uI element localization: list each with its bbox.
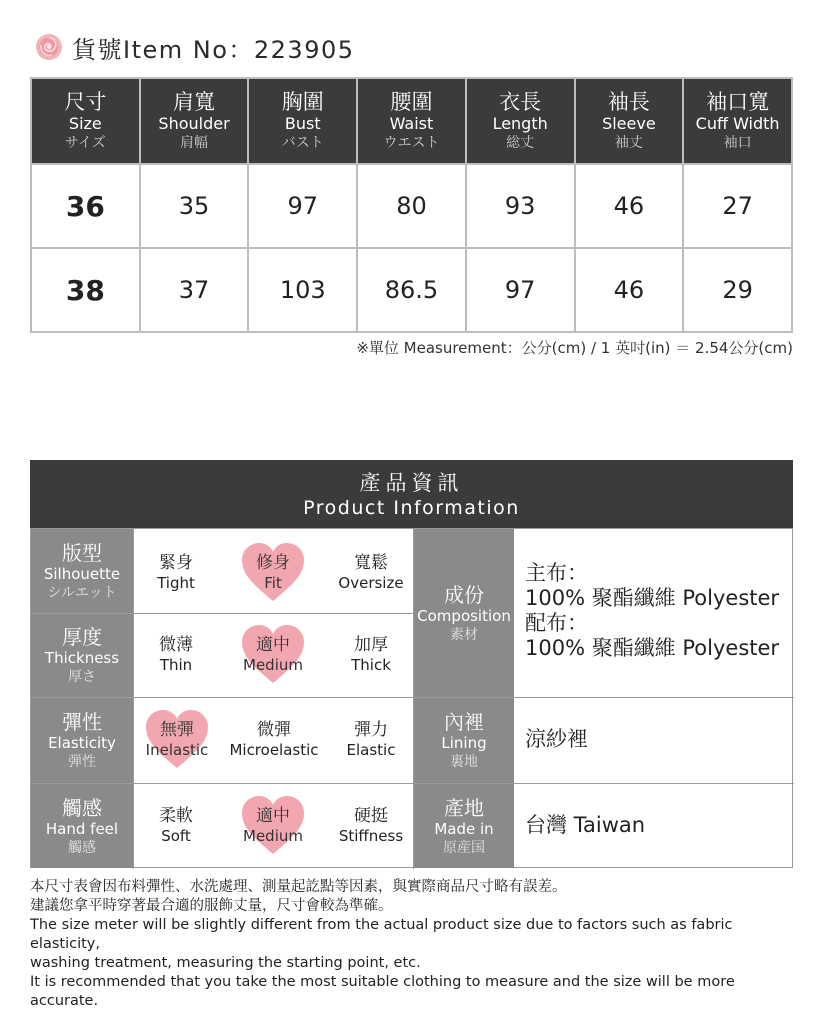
option-thin: 微薄 Thin bbox=[159, 635, 193, 674]
table-cell: 46 bbox=[575, 248, 684, 332]
option-tight: 緊身 Tight bbox=[157, 553, 195, 592]
option-fit-selected: 修身 Fit bbox=[223, 553, 323, 593]
option-thick: 加厚 Thick bbox=[351, 635, 391, 674]
rose-icon bbox=[34, 32, 64, 62]
option-inelastic-selected: 無彈 Inelastic bbox=[127, 720, 227, 760]
label-hand-feel: 觸感 Hand feel 觸感 bbox=[31, 784, 133, 868]
label-lining: 內裡 Lining 裏地 bbox=[414, 698, 514, 783]
lining-value: 涼紗裡 bbox=[525, 727, 588, 751]
item-number-text: 貨號Item No：223905 bbox=[72, 35, 355, 64]
table-cell: 80 bbox=[357, 164, 466, 248]
product-info-title-en: Product Information bbox=[303, 497, 520, 519]
disclaimer-line: 本尺寸表會因布料彈性、水洗處理、測量起訖點等因素，與實際商品尺寸略有誤差。 bbox=[30, 879, 567, 895]
label-elasticity: 彈性 Elasticity 弾性 bbox=[31, 698, 133, 783]
table-cell: 86.5 bbox=[357, 248, 466, 332]
label-silhouette: 版型 Silhouette シルエット bbox=[31, 529, 133, 613]
column-header-size: 尺寸 Size サイズ bbox=[31, 78, 140, 164]
table-cell: 27 bbox=[683, 164, 792, 248]
column-header-shoulder: 肩寬 Shoulder 肩幅 bbox=[140, 78, 249, 164]
option-medium-selected: 適中 Medium bbox=[223, 806, 323, 846]
table-cell: 93 bbox=[466, 164, 575, 248]
table-cell-size: 38 bbox=[31, 248, 140, 332]
column-header-bust: 胸圍 Bust バスト bbox=[248, 78, 357, 164]
table-row bbox=[31, 248, 792, 332]
label-made-in: 產地 Made in 原産国 bbox=[414, 784, 514, 868]
column-header-length: 衣長 Length 総丈 bbox=[466, 78, 575, 164]
table-cell: 35 bbox=[140, 164, 249, 248]
table-cell: 37 bbox=[140, 248, 249, 332]
option-soft: 柔軟 Soft bbox=[159, 806, 193, 845]
table-row bbox=[31, 164, 792, 248]
made-in-value: 台灣 Taiwan bbox=[525, 813, 646, 837]
product-info-title bbox=[30, 460, 793, 528]
table-cell: 97 bbox=[248, 164, 357, 248]
measurement-note: ※單位 Measurement：公分(cm) / 1 英吋(in) ＝ 2.54公分(cm) bbox=[356, 339, 793, 357]
label-thickness: 厚度 Thickness 厚さ bbox=[31, 614, 133, 697]
table-cell: 46 bbox=[575, 164, 684, 248]
option-stiffness: 硬挺 Stiffness bbox=[338, 806, 404, 845]
option-microelastic: 微彈 Microelastic bbox=[229, 720, 319, 759]
option-medium-selected: 適中 Medium bbox=[223, 635, 323, 675]
option-oversize: 寬鬆 Oversize bbox=[338, 553, 404, 592]
disclaimer-line: washing treatment, measuring the starting point, etc. bbox=[30, 955, 421, 971]
table-cell: 29 bbox=[683, 248, 792, 332]
column-header-sleeve: 袖長 Sleeve 袖丈 bbox=[575, 78, 684, 164]
disclaimer-line: 建議您拿平時穿著最合適的服飾丈量，尺寸會較為準確。 bbox=[30, 898, 393, 914]
table-cell: 103 bbox=[248, 248, 357, 332]
size-table-header-row bbox=[31, 78, 792, 164]
product-info-title-zh: 產品資訊 bbox=[359, 471, 464, 495]
table-cell-size: 36 bbox=[31, 164, 140, 248]
disclaimer bbox=[30, 878, 800, 1011]
label-composition: 成份 Composition 素材 bbox=[414, 529, 514, 697]
table-cell: 97 bbox=[466, 248, 575, 332]
size-table bbox=[30, 77, 793, 333]
item-number-header bbox=[34, 30, 355, 64]
column-header-waist: 腰圍 Waist ウエスト bbox=[357, 78, 466, 164]
composition-value: 主布： 100% 聚酯纖維 Polyester 配布： 100% 聚酯纖維 Polyester bbox=[525, 561, 780, 660]
disclaimer-line: It is recommended that you take the most suitable clothing to measure and the size will be more accurate. bbox=[30, 974, 735, 1009]
product-info-grid bbox=[30, 528, 793, 868]
disclaimer-line: The size meter will be slightly different from the actual product size due to factors such as fabric elasticity, bbox=[30, 917, 733, 952]
column-header-cuff-width: 袖口寬 Cuff Width 袖口 bbox=[683, 78, 792, 164]
option-elastic: 彈力 Elastic bbox=[346, 720, 396, 759]
